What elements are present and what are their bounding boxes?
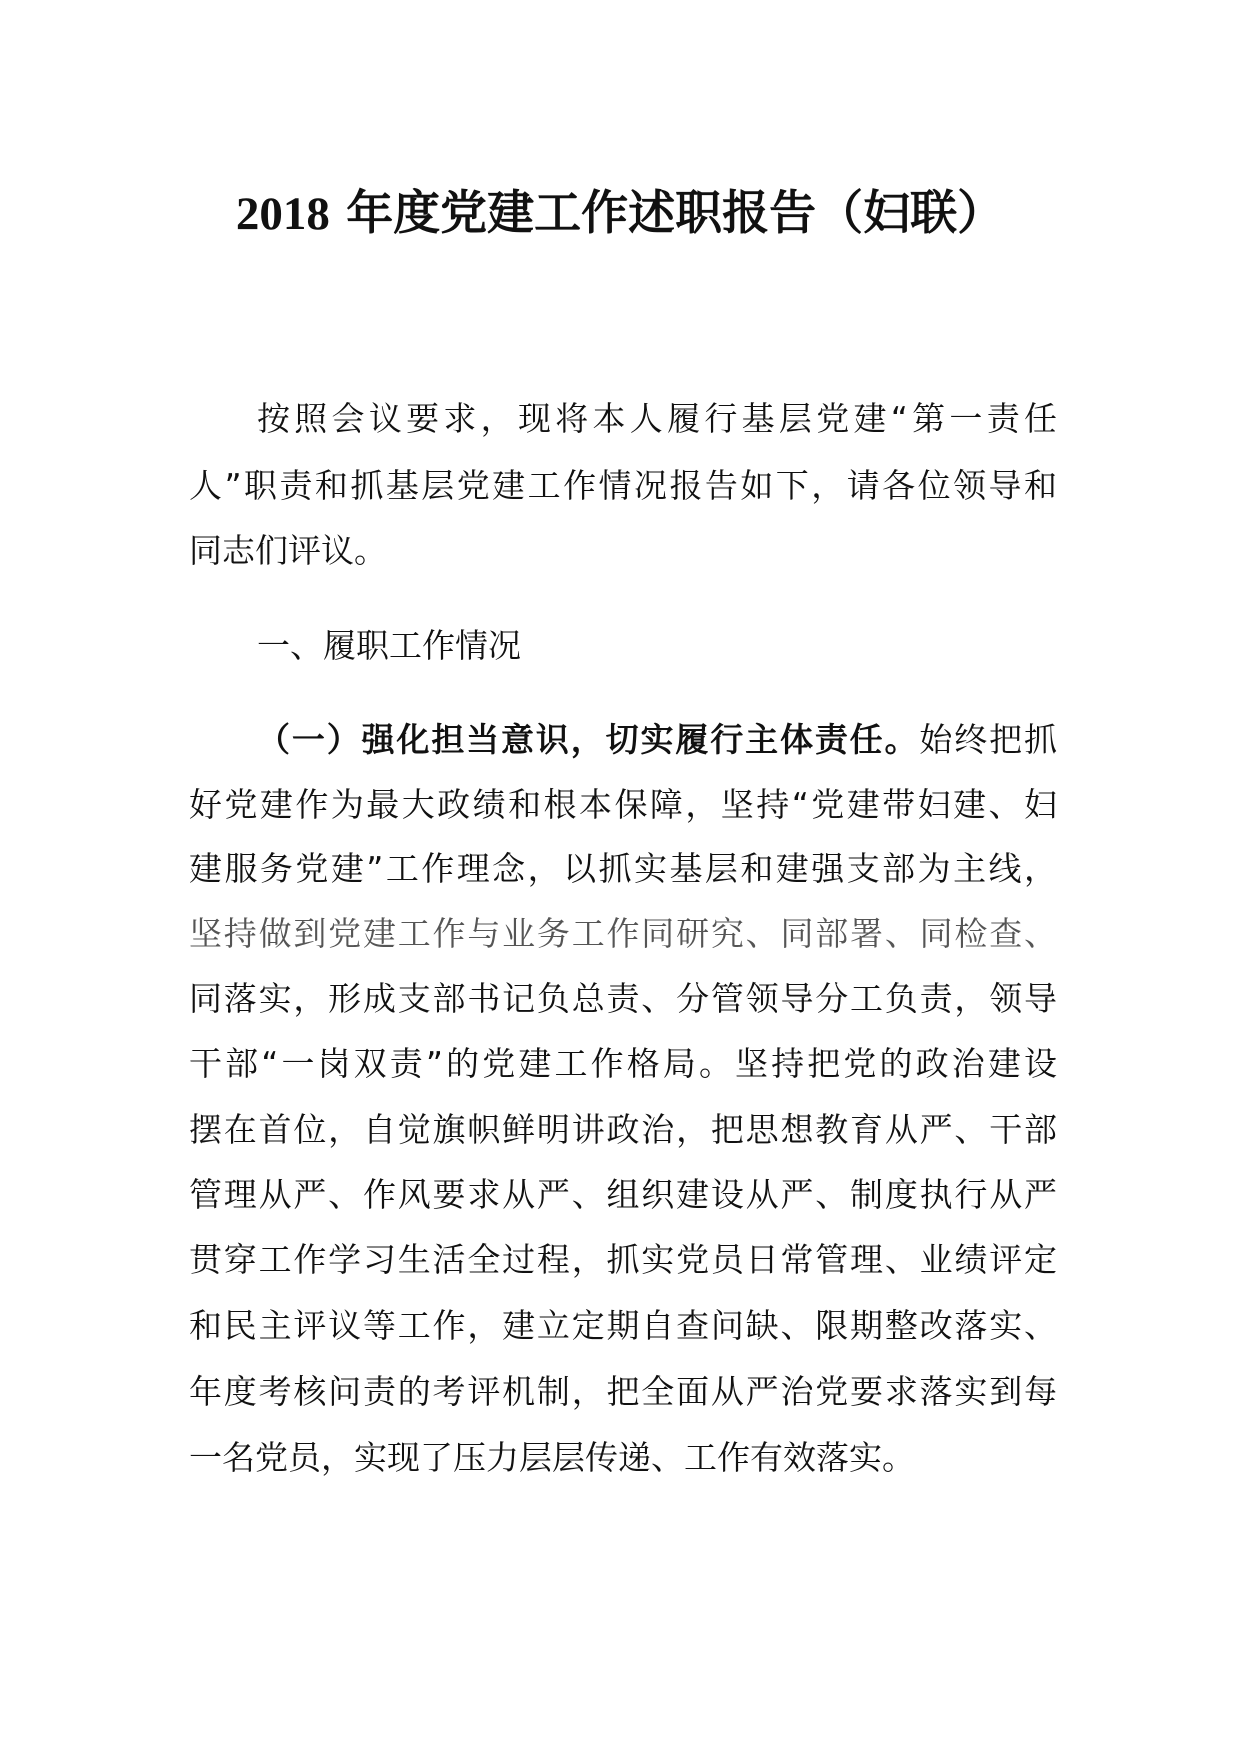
body-line: 一名党员，实现了压力层层传递、工作有效落实。 bbox=[189, 1438, 915, 1477]
body-line: 贯穿工作学习生活全过程，抓实党员日常管理、业绩评定 bbox=[189, 1240, 1057, 1279]
section-heading: 一、履职工作情况 bbox=[257, 626, 521, 665]
intro-line: 同志们评议。 bbox=[189, 531, 387, 570]
body-line: 好党建作为最大政绩和根本保障，坚持“党建带妇建、妇 bbox=[189, 785, 1057, 824]
title-year: 2018 bbox=[235, 188, 330, 240]
body-line: 干部“一岗双责”的党建工作格局。坚持把党的政治建设 bbox=[189, 1044, 1057, 1083]
body-line: 和民主评议等工作，建立定期自查问缺、限期整改落实、 bbox=[189, 1306, 1057, 1345]
intro-line: 按照会议要求，现将本人履行基层党建“第一责任 bbox=[257, 399, 1057, 438]
body-line: 同落实，形成支部书记负总责、分管领导分工负责，领导 bbox=[189, 979, 1057, 1018]
subsection-lead bbox=[189, 707, 1057, 773]
title-text: 年度党建工作述职报告（妇联） bbox=[346, 186, 1005, 241]
body-line: 摆在首位，自觉旗帜鲜明讲政治，把思想教育从严、干部 bbox=[189, 1110, 1057, 1149]
body-line: 管理从严、作风要求从严、组织建设从严、制度执行从严 bbox=[189, 1175, 1057, 1214]
body-line: 坚持做到党建工作与业务工作同研究、同部署、同检查、 bbox=[189, 914, 1057, 953]
lead-text: 始终把抓 bbox=[919, 720, 1058, 759]
intro-line: 人”职责和抓基层党建工作情况报告如下，请各位领导和 bbox=[189, 466, 1057, 505]
body-line: 年度考核问责的考评机制，把全面从严治党要求落实到每 bbox=[189, 1372, 1057, 1411]
body-line: 建服务党建”工作理念，以抓实基层和建强支部为主线， bbox=[189, 849, 1057, 888]
subsection-heading: （一）强化担当意识，切实履行主体责任。 bbox=[257, 720, 920, 759]
document-title bbox=[0, 186, 1240, 242]
